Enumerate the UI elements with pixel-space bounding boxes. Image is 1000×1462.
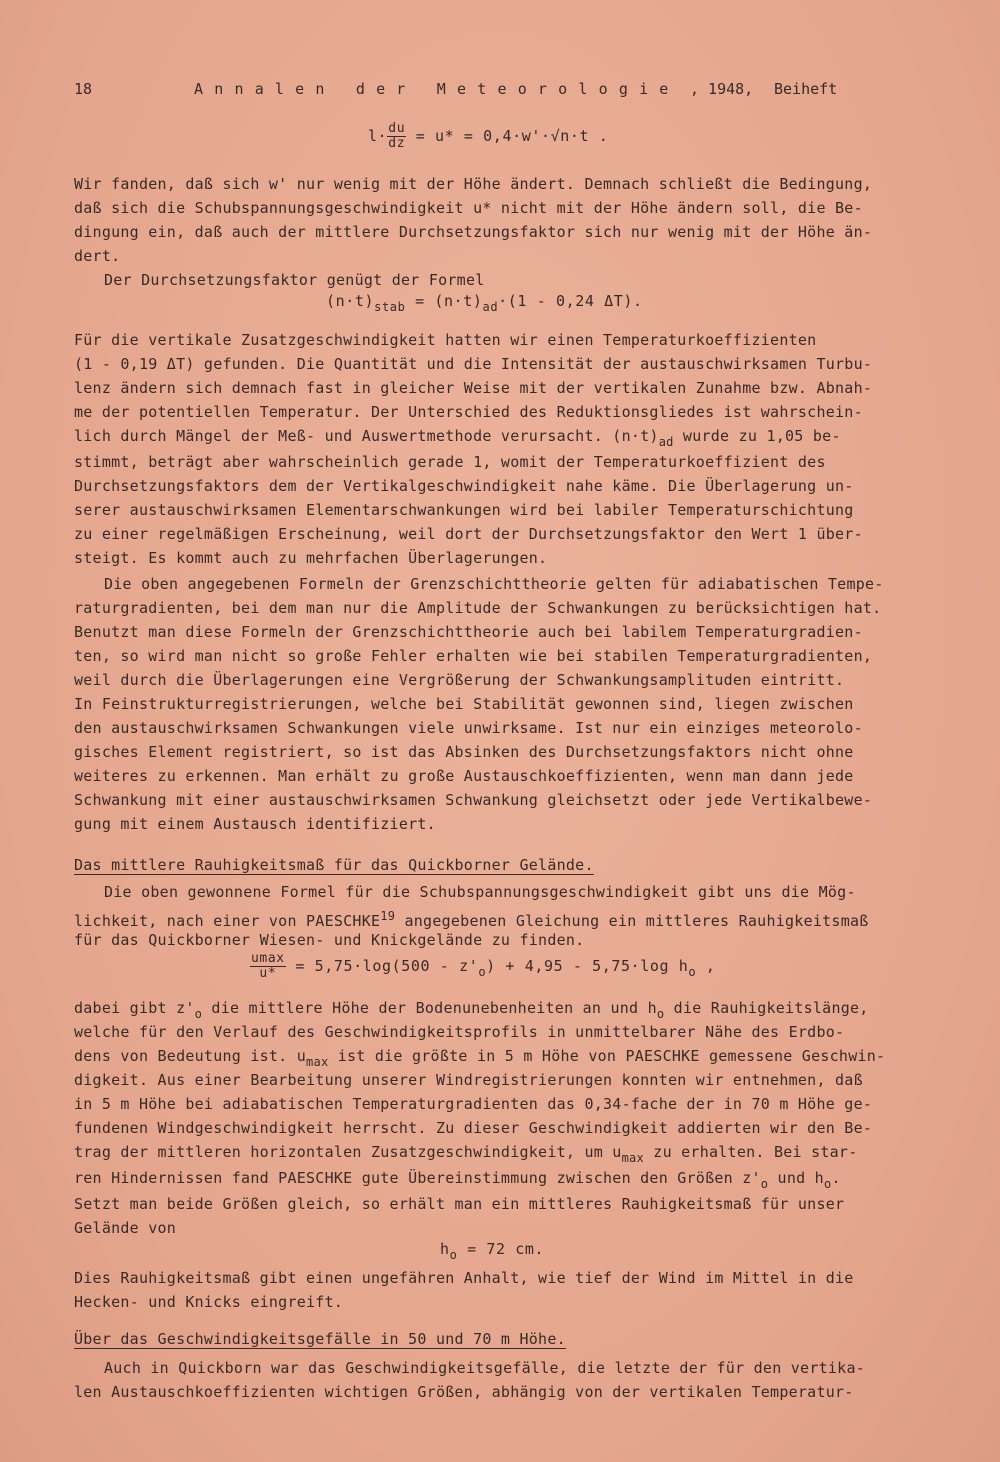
text-line: Durchsetzungsfaktors dem der Vertikalgeschwindigkeit nahe käme. Die Überlagerung un-: [74, 477, 854, 495]
text-line: Benutzt man diese Formeln der Grenzschichttheorie auch bei labilem Temperaturgradien-: [74, 623, 863, 641]
text-line: Der Durchsetzungsfaktor genügt der Formel: [104, 271, 485, 289]
text-line: ten, so wird man nicht so große Fehler erhalten wie bei stabilen Temperaturgradienten,: [74, 647, 873, 665]
subscript: o: [194, 1007, 203, 1021]
text-span: lichkeit, nach einer von PAESCHKE: [74, 912, 381, 930]
text-line: daß sich die Schubspannungsgeschwindigkeit u* nicht mit der Höhe ändern soll, die Be-: [74, 199, 863, 217]
eq4-term: h: [440, 1240, 450, 1258]
eq1-rhs: = u* = 0,4·w'·√n·t .: [415, 127, 609, 145]
eq2-subscript: ad: [482, 300, 499, 314]
text-line: Setzt man beide Größen gleich, so erhält man ein mittleres Rauhigkeitsmaß für unser: [74, 1195, 845, 1213]
text-line: serer austauschwirksamen Elementarschwankungen wird bei labiler Temperaturschichtung: [74, 501, 854, 519]
text-line: gung mit einem Austausch identifiziert.: [74, 815, 436, 833]
text-span: und h: [768, 1169, 824, 1187]
text-line: In Feinstrukturregistrierungen, welche bei Stabilität gewonnen sind, liegen zwischen: [74, 695, 854, 713]
eq4-term: = 72 cm.: [457, 1240, 545, 1258]
text-line: zu einer regelmäßigen Erscheinung, weil dort der Durchsetzungsfaktor den Wert 1 über-: [74, 525, 863, 543]
text-line: lenz ändern sich demnach fast in gleicher Weise mit der vertikalen Zunahme bzw. Abnah-: [74, 379, 873, 397]
subscript: ad: [658, 435, 674, 449]
eq3-subscript: o: [478, 965, 487, 979]
eq2-term: (n·t): [326, 292, 375, 310]
subscript: max: [621, 1151, 645, 1165]
text-line: weiteres zu erkennen. Man erhält zu große Austauschkoeffizienten, wenn man dann jede: [74, 767, 854, 785]
text-span: zu erhalten. Bei star-: [644, 1143, 858, 1161]
text-line: für das Quickborner Wiesen- und Knickgelände zu finden.: [74, 931, 585, 949]
text-line: Auch in Quickborn war das Geschwindigkeitsgefälle, die letzte der für den vertika-: [104, 1359, 866, 1377]
text-line: gisches Element registriert, so ist das Absinken des Durchsetzungsfaktors nicht ohne: [74, 743, 854, 761]
text-line: len Austauschkoeffizienten wichtigen Größen, abhängig von der vertikalen Temperatur-: [74, 1383, 854, 1401]
text-span: ren Hindernissen fand PAESCHKE gute Übereinstimmung zwischen den Größen z': [74, 1169, 761, 1187]
text-line: welche für den Verlauf des Geschwindigkeitsprofils in unmittelbarer Nähe des Erdbo-: [74, 1023, 845, 1041]
eq1-lhs: l·: [368, 127, 388, 145]
text-span: wurde zu 1,05 be-: [673, 427, 841, 445]
equation-result: [440, 1240, 544, 1262]
eq3-fraction: [250, 952, 286, 981]
text-line: Die oben angegebenen Formeln der Grenzschichttheorie gelten für adiabatischen Tempe-: [104, 575, 884, 593]
issue-year: , 1948,: [690, 80, 754, 98]
eq1-denominator: dz: [388, 136, 406, 151]
text-line: weil durch die Überlagerungen eine Vergrößerung der Schwankungsamplituden eintritt.: [74, 671, 845, 689]
eq2-term: ·(1 - 0,24 ΔT).: [498, 292, 643, 310]
eq1-fraction: [387, 122, 406, 151]
eq2-subscript: stab: [374, 300, 406, 314]
text-line: Schwankung mit einer austauschwirksamen Schwankung gleichsetzt oder jede Vertikalbewe-: [74, 791, 873, 809]
journal-title: Annalen der Meteorologie: [194, 80, 680, 98]
subscript: o: [656, 1007, 665, 1021]
eq4-subscript: o: [449, 1248, 458, 1262]
eq3-subscript: o: [688, 965, 697, 979]
page-number: 18: [74, 80, 93, 98]
text-span: dabei gibt z': [74, 999, 195, 1017]
text-span: ist die größte in 5 m Höhe von PAESCHKE gemessene Geschwin-: [328, 1047, 886, 1065]
text-line: dingung ein, daß auch der mittlere Durchsetzungsfaktor sich nur wenig mit der Höhe än-: [74, 223, 873, 241]
supplement-label: Beiheft: [774, 80, 838, 98]
text-line: raturgradienten, bei dem man nur die Amplitude der Schwankungen zu berücksichtigen hat.: [74, 599, 882, 617]
subscript: o: [823, 1177, 832, 1191]
text-line: dert.: [74, 247, 121, 265]
text-line: Wir fanden, daß sich w' nur wenig mit der Höhe ändert. Demnach schließt die Bedingung,: [74, 175, 873, 193]
text-line: me der potentiellen Temperatur. Der Unterschied des Reduktionsgliedes ist wahrschein-: [74, 403, 863, 421]
equation-shear-velocity: [368, 122, 608, 151]
text-line: digkeit. Aus einer Bearbeitung unserer Windregistrierungen konnten wir entnehmen, daß: [74, 1071, 863, 1089]
eq3-numerator: umax: [251, 951, 285, 966]
equation-durchsetzungsfaktor: [326, 292, 643, 314]
text-line: Hecken- und Knicks eingreift.: [74, 1293, 344, 1311]
eq2-term: = (n·t): [405, 292, 483, 310]
text-line: den austauschwirksamen Schwankungen viele unwirksame. Ist nur ein einziges meteorolo-: [74, 719, 863, 737]
text-span: die Rauhigkeitslänge,: [664, 999, 869, 1017]
section-heading: Über das Geschwindigkeitsgefälle in 50 und 70 m Höhe.: [74, 1330, 566, 1348]
eq1-numerator: du: [388, 121, 406, 136]
eq3-term: ,: [696, 957, 716, 975]
text-line: fundenen Windgeschwindigkeit herrscht. Zu dieser Geschwindigkeit addierten wir den Be-: [74, 1119, 873, 1137]
text-span: angegebenen Gleichung ein mittleres Rauhigkeitsmaß: [395, 912, 869, 930]
text-line: steigt. Es kommt auch zu mehrfachen Überlagerungen.: [74, 549, 548, 567]
text-span: dens von Bedeutung ist. u: [74, 1047, 307, 1065]
equation-roughness: [250, 952, 716, 981]
eq3-term: = 5,75·log(500 - z': [285, 957, 479, 975]
eq3-term: ) + 4,95 - 5,75·log h: [486, 957, 689, 975]
text-line: in 5 m Höhe bei adiabatischen Temperaturgradienten das 0,34-fache der in 70 m Höhe ge-: [74, 1095, 873, 1113]
section-heading: Das mittlere Rauhigkeitsmaß für das Quickborner Gelände.: [74, 856, 594, 874]
citation-superscript: 19: [380, 909, 396, 923]
subscript: max: [306, 1055, 329, 1069]
text-span: die mittlere Höhe der Bodenunebenheiten an und h: [202, 999, 657, 1017]
text-line: stimmt, beträgt aber wahrscheinlich gerade 1, womit der Temperaturkoeffizient des: [74, 453, 826, 471]
text-span: lich durch Mängel der Meß- und Auswertmethode verursacht. (n·t): [74, 427, 659, 445]
text-line: Für die vertikale Zusatzgeschwindigkeit hatten wir einen Temperaturkoeffizienten: [74, 331, 817, 349]
text-line: Dies Rauhigkeitsmaß gibt einen ungefähren Anhalt, wie tief der Wind im Mittel in die: [74, 1269, 854, 1287]
eq3-denominator: u*: [259, 966, 277, 981]
text-line: (1 - 0,19 ΔT) gefunden. Die Quantität und die Intensität der austauschwirksamen Turbu-: [74, 355, 873, 373]
text-line: Die oben gewonnene Formel für die Schubspannungsgeschwindigkeit gibt uns die Mög-: [104, 883, 856, 901]
text-span: .: [831, 1169, 841, 1187]
text-span: trag der mittleren horizontalen Zusatzgeschwindigkeit, um u: [74, 1143, 622, 1161]
text-line: Gelände von: [74, 1219, 177, 1237]
subscript: o: [760, 1177, 769, 1191]
